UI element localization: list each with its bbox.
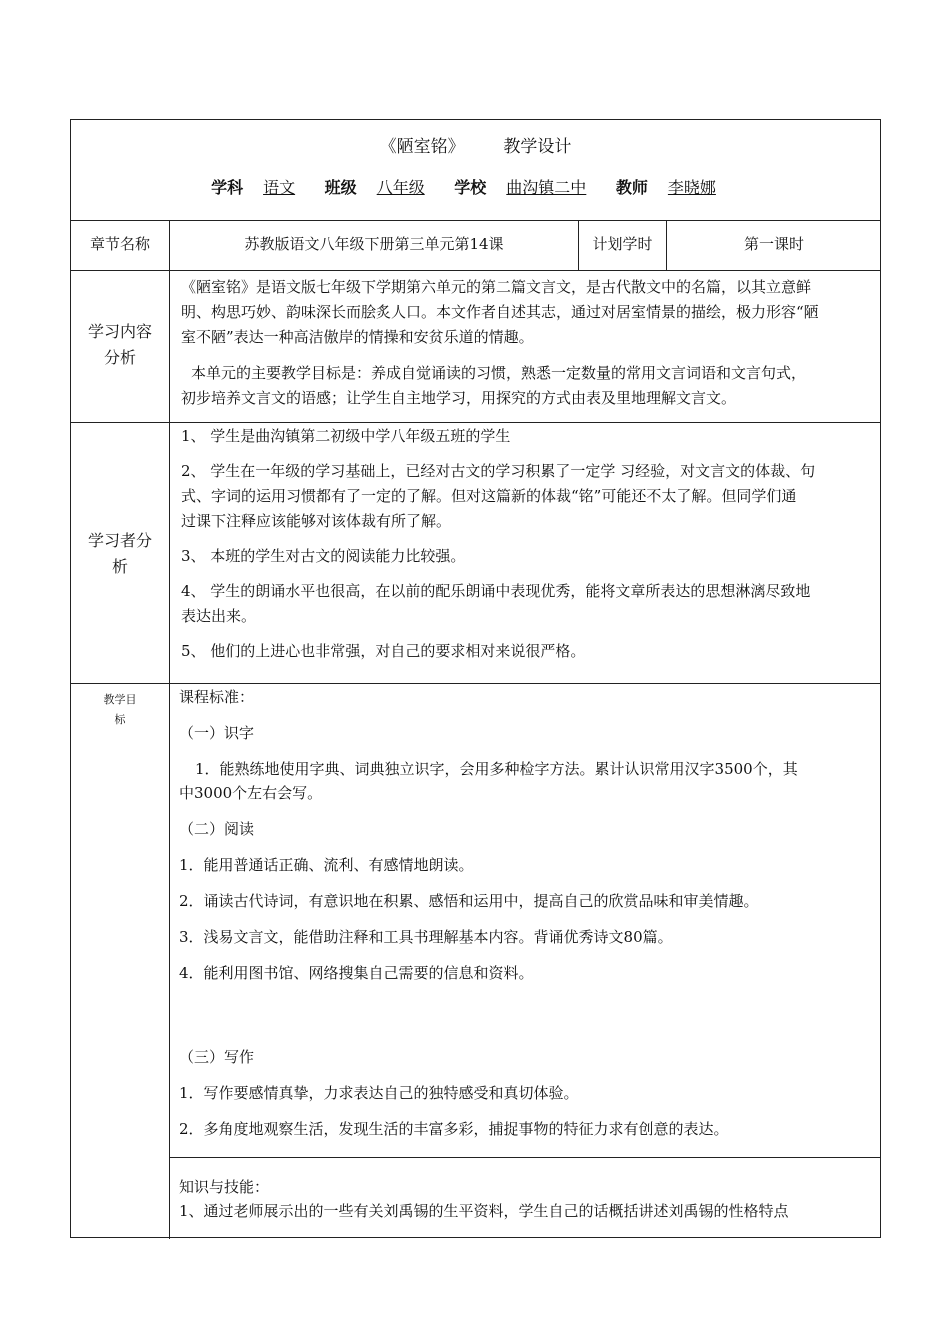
objectives-label-line2: 标: [114, 713, 126, 726]
skills-heading: 知识与技能：: [179, 1178, 270, 1196]
grade-value: 八年级: [376, 178, 425, 197]
content-analysis-label: [71, 319, 169, 371]
school-value: 曲沟镇二中: [506, 178, 587, 197]
sec2-item1: 1．能用普通话正确、流利、有感情地朗读。: [179, 856, 474, 874]
learner-item-5: 5、 他们的上进心也非常强，对自己的要求相对来说很严格。: [181, 642, 586, 660]
subject-label: 学科: [211, 178, 244, 197]
learner-analysis-text: [181, 424, 871, 664]
chapter-label: 章节名称: [89, 235, 150, 253]
sec2-item3: 3．浅易文言文，能借助注释和工具书理解基本内容。背诵优秀诗文80篇。: [179, 928, 673, 946]
learner-item-2-line2: 式、字词的运用习惯都有了一定的了解。但对这篇新的体裁“铭”可能还不太了解。但同学们通: [181, 487, 797, 505]
grade-label: 班级: [324, 178, 357, 197]
learner-item-4-line1: 4、 学生的朗诵水平也很高，在以前的配乐朗诵中表现优秀，能将文章所表达的思想淋漓尽致地: [181, 582, 811, 600]
title-text: 《陋室铭》: [379, 137, 465, 157]
learner-analysis-label: [71, 528, 169, 580]
sec3-item1: 1．写作要感情真挚，力求表达自己的独特感受和真切体验。: [179, 1084, 579, 1102]
row-divider: [71, 683, 880, 684]
plan-hours-label: 计划学时: [592, 235, 653, 253]
content-para1-line2: 明、构思巧妙、韵味深长而脍炙人口。本文作者自述其志，通过对居室情景的描绘，极力形容“陋: [181, 303, 819, 321]
learner-item-3: 3、 本班的学生对古文的阅读能力比较强。: [181, 547, 466, 565]
content-analysis-text: [181, 275, 871, 411]
sec2-heading: （二）阅读: [179, 820, 255, 838]
learner-item-1: 1、 学生是曲沟镇第二初级中学八年级五班的学生: [181, 427, 511, 445]
objectives-label: [71, 690, 169, 730]
column-divider: [169, 220, 170, 1239]
skills-text: [179, 1175, 874, 1223]
document-title: [71, 132, 880, 157]
sec2-item4: 4．能利用图书馆、网络搜集自己需要的信息和资料。: [179, 964, 534, 982]
learner-analysis-label-line1: 学习者分: [87, 531, 152, 550]
school-label: 学校: [454, 178, 487, 197]
chapter-value: 苏教版语文八年级下册第三单元第14课: [244, 235, 504, 253]
learner-analysis-label-line2: 析: [111, 557, 128, 576]
sec1-item1-line2: 中3000个左右会写。: [179, 784, 323, 802]
content-para2-line2: 初步培养文言文的语感；让学生自主地学习，用探究的方式由表及里地理解文言文。: [181, 389, 737, 407]
learner-item-2-line3: 过课下注释应该能够对该体裁有所了解。: [181, 512, 452, 530]
learner-item-2-line1: 2、 学生在一年级的学习基础上，已经对古文的学习积累了一定学 习经验，对文言文的体裁、句: [181, 462, 816, 480]
content-para1-line3: 室不陋”表达一种高洁傲岸的情操和安贫乐道的情趣。: [181, 328, 534, 346]
lesson-plan-table: [70, 119, 881, 1238]
sec1-heading: （一）识字: [179, 724, 255, 742]
sec1-item1-line1: 1．能熟练地使用字典、词典独立识字，会用多种检字方法。累计认识常用汉字3500个，其: [195, 760, 798, 778]
learner-item-4-line2: 表达出来。: [181, 607, 257, 625]
content-para1-line1: 《陋室铭》是语文版七年级下学期第六单元的第二篇文言文，是古代散文中的名篇，以其立意鲜: [181, 278, 812, 296]
row-divider: [170, 1157, 880, 1158]
row-divider: [71, 422, 880, 423]
teacher-value: 李晓娜: [667, 178, 716, 197]
sec2-item2: 2．诵读古代诗词，有意识地在积累、感悟和运用中，提高自己的欣赏品味和审美情趣。: [179, 892, 759, 910]
standard-heading: 课程标准：: [179, 688, 255, 706]
objectives-label-line1: 教学目: [103, 693, 137, 706]
content-para2-line1: 本单元的主要教学目标是：养成自觉诵读的习惯，熟悉一定数量的常用文言词语和文言句式，: [191, 364, 807, 382]
meta-line: [71, 175, 880, 198]
teacher-label: 教师: [615, 178, 648, 197]
content-analysis-label-line2: 分析: [103, 348, 136, 367]
objectives-text: [179, 685, 874, 1141]
row-divider: [71, 220, 880, 221]
sec3-item2: 2．多角度地观察生活，发现生活的丰富多彩，捕捉事物的特征力求有创意的表达。: [179, 1120, 729, 1138]
subject-value: 语文: [263, 178, 296, 197]
content-analysis-label-line1: 学习内容: [87, 322, 152, 341]
skills-item1: 1、通过老师展示出的一些有关刘禹锡的生平资料，学生自己的话概括讲述刘禹锡的性格特点: [179, 1202, 789, 1220]
sec3-heading: （三）写作: [179, 1048, 255, 1066]
row-divider: [71, 270, 880, 271]
plan-hours-value: 第一课时: [743, 235, 804, 253]
subtitle-text: 教学设计: [503, 137, 572, 157]
